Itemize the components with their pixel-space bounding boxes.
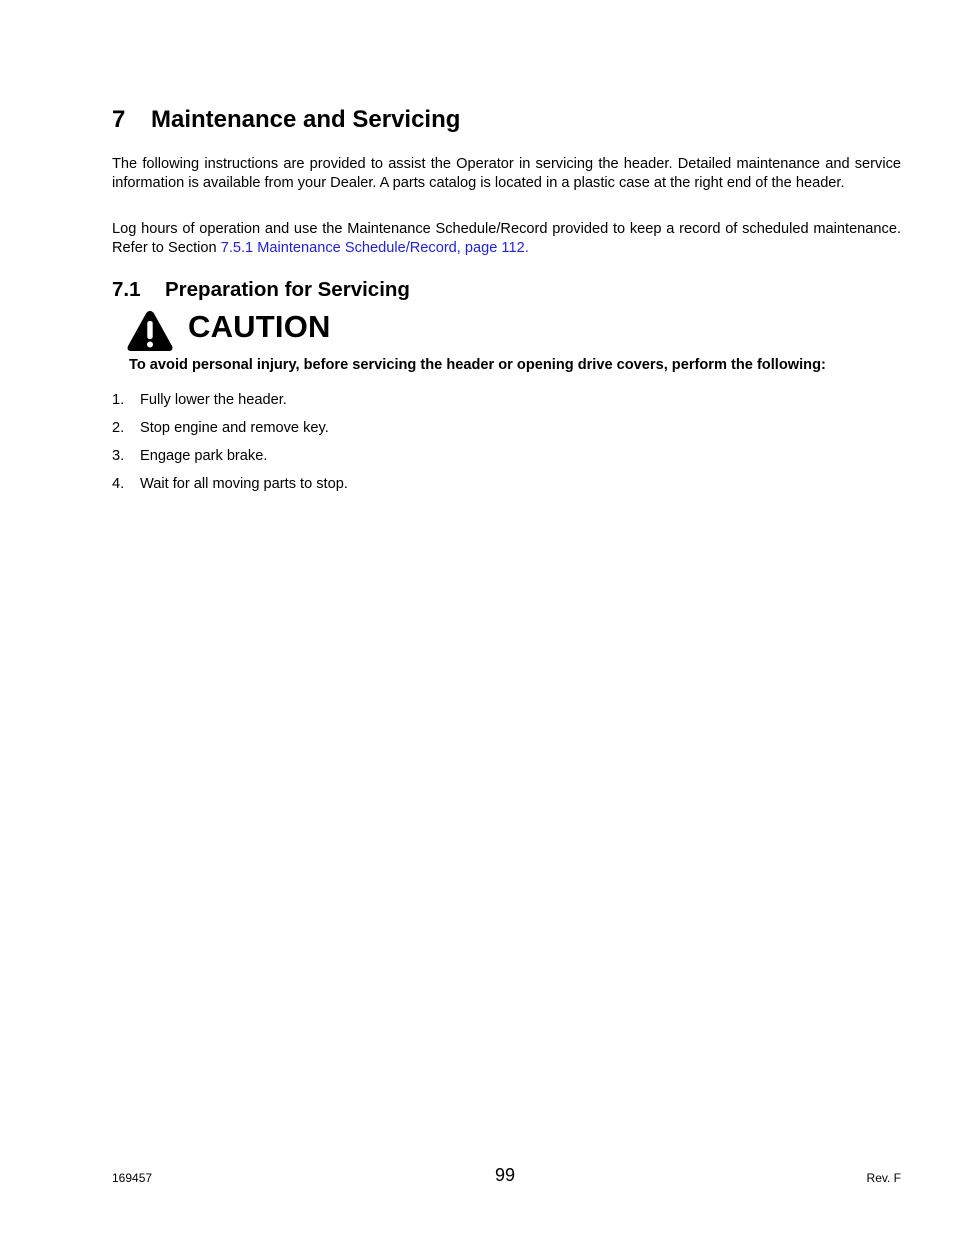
caution-text: To avoid personal injury, before servicing the header or opening drive covers, perform the following: [129,357,826,373]
step-number: 1. [112,392,125,408]
list-item [112,475,348,503]
step-number: 3. [112,448,125,464]
step-text: Engage park brake. [140,448,268,464]
intro-paragraph: The following instructions are provided to assist the Operator in servicing the header. Detailed maintenance and service information is available from your Dealer. A parts catalog is located in a plastic case at the right end of the header. [112,156,901,191]
footer-page-number: 99 [494,1165,516,1185]
step-text: Wait for all moving parts to stop. [140,476,348,492]
step-number: 2. [112,420,125,436]
list-item [112,419,348,447]
section-title: Preparation for Servicing [165,278,410,301]
schedule-paragraph [112,220,901,257]
list-item [112,447,348,475]
link-period: . [524,239,529,256]
footer-revision: Rev. F [866,1171,901,1185]
maintenance-schedule-link[interactable]: 7.5.1 Maintenance Schedule/Record, page 112 [220,239,525,256]
step-text: Fully lower the header. [140,392,287,408]
footer-doc-number: 169457 [112,1171,153,1185]
chapter-title: Maintenance and Servicing [151,106,461,133]
section-heading [112,278,410,302]
chapter-heading [112,106,460,134]
section-number: 7.1 [112,278,141,301]
warning-triangle-icon [126,309,174,353]
step-text: Stop engine and remove key. [140,420,329,436]
steps-list [112,391,348,503]
step-number: 4. [112,476,125,492]
chapter-number: 7 [112,106,126,133]
caution-label: CAUTION [188,309,331,344]
schedule-paragraph-text: Log hours of operation and use the Maintenance Schedule/Record provided to keep a record of scheduled maintenance. Refer to Section [112,221,901,256]
list-item [112,391,348,419]
